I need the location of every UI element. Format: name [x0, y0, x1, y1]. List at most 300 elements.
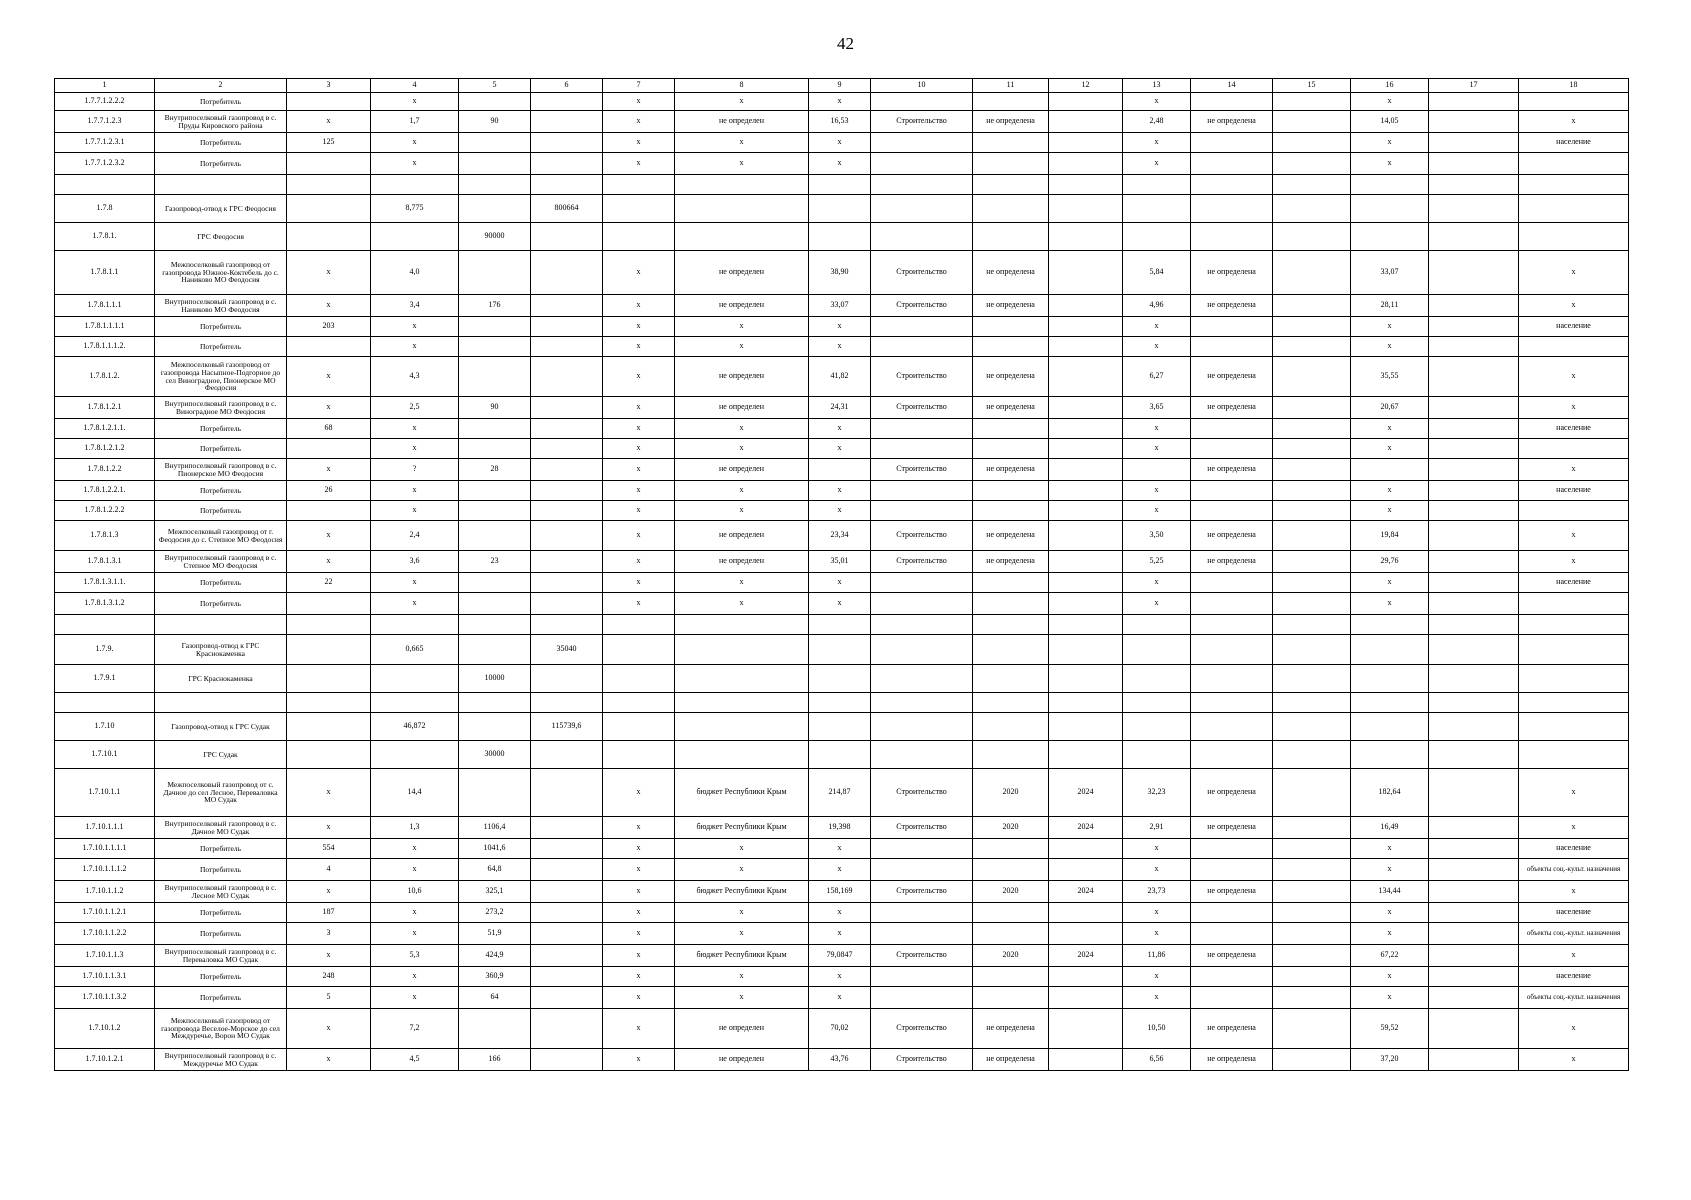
table-cell: объекты соц.-культ. назначения [1519, 923, 1629, 945]
table-cell: Газопровод-отвод к ГРС Судак [155, 713, 287, 741]
table-cell [1123, 615, 1191, 635]
table-row [55, 693, 1629, 713]
table-cell [1049, 859, 1123, 881]
table-cell: x [809, 967, 871, 987]
table-cell: не определен [675, 357, 809, 397]
table-cell [1049, 93, 1123, 111]
table-cell: 554 [287, 839, 371, 859]
table-cell: 70,02 [809, 1009, 871, 1049]
table-cell: не определена [973, 1049, 1049, 1071]
table-cell [531, 593, 603, 615]
table-cell [1273, 133, 1351, 153]
table-cell [531, 501, 603, 521]
table-cell: Потребитель [155, 93, 287, 111]
table-cell: 325,1 [459, 881, 531, 903]
table-cell: Внутрипоселковый газопровод в с. Переваловка МО Судак [155, 945, 287, 967]
table-cell: x [809, 439, 871, 459]
table-cell: x [1351, 501, 1429, 521]
table-cell: Внутрипоселковый газопровод в с. Пруды Кировского района [155, 111, 287, 133]
table-cell [531, 397, 603, 419]
table-cell: не определена [1191, 881, 1273, 903]
table-cell [531, 419, 603, 439]
table-cell: x [603, 337, 675, 357]
table-cell: x [603, 153, 675, 175]
table-cell [603, 195, 675, 223]
table-cell [531, 839, 603, 859]
table-cell [1429, 337, 1519, 357]
table-cell [675, 741, 809, 769]
table-cell: 68 [287, 419, 371, 439]
table-cell [1273, 481, 1351, 501]
table-cell: x [1519, 551, 1629, 573]
table-cell [871, 153, 973, 175]
table-cell: 1.7.8.1.3.1.2 [55, 593, 155, 615]
table-cell [459, 439, 531, 459]
table-cell [287, 665, 371, 693]
table-cell: x [1519, 1009, 1629, 1049]
table-cell [1351, 635, 1429, 665]
table-cell: x [371, 903, 459, 923]
table-cell [1273, 903, 1351, 923]
table-cell: x [1351, 839, 1429, 859]
table-cell: Внутрипоселковый газопровод в с. Виноградное МО Феодосия [155, 397, 287, 419]
table-cell: x [371, 153, 459, 175]
table-cell [1049, 357, 1123, 397]
table-row [55, 295, 1629, 317]
table-cell: 1.7.8.1.1.1 [55, 295, 155, 317]
table-cell: x [1123, 903, 1191, 923]
table-cell: x [1123, 573, 1191, 593]
column-number-row [55, 79, 1629, 93]
table-cell [459, 175, 531, 195]
table-cell [155, 175, 287, 195]
table-cell: 1.7.10.1.1.2.1 [55, 903, 155, 923]
table-cell [1049, 337, 1123, 357]
table-cell [1273, 615, 1351, 635]
table-cell [531, 859, 603, 881]
table-cell: x [371, 573, 459, 593]
table-cell [1273, 923, 1351, 945]
table-cell [531, 337, 603, 357]
table-cell [603, 615, 675, 635]
table-cell: 125 [287, 133, 371, 153]
table-cell: 1041,6 [459, 839, 531, 859]
table-cell: x [371, 481, 459, 501]
table-cell: x [1123, 481, 1191, 501]
table-cell [1273, 713, 1351, 741]
table-cell: 158,169 [809, 881, 871, 903]
table-cell: x [603, 93, 675, 111]
table-cell: 1.7.8.1.1.1.2. [55, 337, 155, 357]
table-cell: бюджет Республики Крым [675, 881, 809, 903]
table-cell: Строительство [871, 551, 973, 573]
table-cell: объекты соц.-культ. назначения [1519, 987, 1629, 1009]
table-cell [1191, 615, 1273, 635]
table-cell [1191, 501, 1273, 521]
table-cell [871, 839, 973, 859]
column-number: 17 [1429, 79, 1519, 93]
table-cell: Газопровод-отвод к ГРС Феодосия [155, 195, 287, 223]
table-cell: 1.7.8.1.2.2.1. [55, 481, 155, 501]
table-cell [871, 635, 973, 665]
table-cell [1049, 593, 1123, 615]
table-cell: не определена [973, 111, 1049, 133]
table-cell: x [675, 337, 809, 357]
table-cell [1429, 769, 1519, 817]
table-cell [603, 665, 675, 693]
table-cell: Внутрипоселковый газопровод в с. Пионерское МО Феодосия [155, 459, 287, 481]
table-cell [1273, 987, 1351, 1009]
table-cell [531, 923, 603, 945]
table-cell: Потребитель [155, 923, 287, 945]
table-cell [1429, 93, 1519, 111]
table-cell [871, 987, 973, 1009]
table-cell: x [371, 419, 459, 439]
table-cell [459, 195, 531, 223]
table-cell [871, 133, 973, 153]
table-cell: Строительство [871, 521, 973, 551]
table-cell: x [675, 593, 809, 615]
table-cell [1429, 741, 1519, 769]
table-cell: x [809, 153, 871, 175]
table-row [55, 967, 1629, 987]
table-row [55, 439, 1629, 459]
table-cell [1429, 1009, 1519, 1049]
table-cell: Потребитель [155, 593, 287, 615]
table-cell: 1.7.8.1.3.1.1. [55, 573, 155, 593]
table-cell [1049, 839, 1123, 859]
table-cell [287, 337, 371, 357]
table-cell: не определена [973, 357, 1049, 397]
table-cell: не определен [675, 295, 809, 317]
table-cell: 3,50 [1123, 521, 1191, 551]
table-cell: x [1351, 419, 1429, 439]
table-cell: население [1519, 967, 1629, 987]
table-cell [1273, 223, 1351, 251]
table-cell [371, 175, 459, 195]
table-cell: не определена [973, 521, 1049, 551]
table-cell: 1.7.8.1.2.1.2 [55, 439, 155, 459]
table-row [55, 459, 1629, 481]
table-cell [1519, 665, 1629, 693]
table-cell: не определена [1191, 945, 1273, 967]
table-cell [1123, 635, 1191, 665]
table-cell: x [675, 967, 809, 987]
table-cell: x [809, 337, 871, 357]
table-cell: Строительство [871, 945, 973, 967]
table-cell: 37,20 [1351, 1049, 1429, 1071]
table-cell [1429, 521, 1519, 551]
table-cell [459, 153, 531, 175]
table-cell: 182,64 [1351, 769, 1429, 817]
table-cell [531, 459, 603, 481]
table-cell: 1,7 [371, 111, 459, 133]
table-cell: 2020 [973, 945, 1049, 967]
table-cell [531, 817, 603, 839]
table-cell [1273, 551, 1351, 573]
table-cell: x [809, 501, 871, 521]
table-cell: не определена [1191, 459, 1273, 481]
table-cell: 5,3 [371, 945, 459, 967]
table-cell [1351, 693, 1429, 713]
table-cell [1273, 859, 1351, 881]
table-cell: 2020 [973, 769, 1049, 817]
table-cell [1273, 817, 1351, 839]
table-cell: Внутрипоселковый газопровод в с. Дачное МО Судак [155, 817, 287, 839]
table-cell: x [371, 337, 459, 357]
table-cell [1519, 635, 1629, 665]
table-cell [1519, 337, 1629, 357]
table-cell: 90 [459, 111, 531, 133]
table-cell [1123, 741, 1191, 769]
table-cell: x [603, 1009, 675, 1049]
table-cell [531, 317, 603, 337]
table-cell [1429, 551, 1519, 573]
table-cell [603, 713, 675, 741]
table-cell [459, 93, 531, 111]
table-cell [531, 1049, 603, 1071]
table-cell [1273, 501, 1351, 521]
table-cell: 1.7.8.1.1.1.1 [55, 317, 155, 337]
table-cell: не определен [675, 397, 809, 419]
table-cell: x [1123, 419, 1191, 439]
column-number: 4 [371, 79, 459, 93]
table-cell: 41,82 [809, 357, 871, 397]
table-cell: 19,398 [809, 817, 871, 839]
table-cell [1273, 593, 1351, 615]
table-cell [459, 501, 531, 521]
table-cell: не определена [1191, 521, 1273, 551]
table-cell: x [809, 481, 871, 501]
table-cell: 20,67 [1351, 397, 1429, 419]
table-cell [531, 741, 603, 769]
column-number: 7 [603, 79, 675, 93]
table-cell: население [1519, 481, 1629, 501]
table-cell [531, 175, 603, 195]
table-cell: 51,9 [459, 923, 531, 945]
table-row [55, 317, 1629, 337]
table-cell [459, 573, 531, 593]
table-row [55, 741, 1629, 769]
table-row [55, 501, 1629, 521]
table-cell: не определена [973, 459, 1049, 481]
table-cell: x [287, 817, 371, 839]
table-cell [531, 481, 603, 501]
table-cell: x [809, 987, 871, 1009]
table-cell: x [1123, 859, 1191, 881]
table-cell [459, 615, 531, 635]
table-cell: Строительство [871, 1009, 973, 1049]
table-cell: не определена [973, 251, 1049, 295]
table-cell [371, 741, 459, 769]
table-cell: 2,5 [371, 397, 459, 419]
table-cell: 1.7.10.1 [55, 741, 155, 769]
table-cell: x [1519, 295, 1629, 317]
table-cell [1191, 153, 1273, 175]
table-cell: x [603, 501, 675, 521]
table-cell: x [1519, 521, 1629, 551]
table-cell: население [1519, 419, 1629, 439]
table-cell [371, 693, 459, 713]
table-cell [287, 693, 371, 713]
table-cell: 1.7.7.1.2.3.2 [55, 153, 155, 175]
table-cell: 2024 [1049, 881, 1123, 903]
table-cell: 8,775 [371, 195, 459, 223]
table-cell: ГРС Феодосия [155, 223, 287, 251]
table-cell: 203 [287, 317, 371, 337]
table-row [55, 665, 1629, 693]
table-cell [1351, 713, 1429, 741]
table-cell: 10000 [459, 665, 531, 693]
table-cell: x [809, 859, 871, 881]
table-cell: 90000 [459, 223, 531, 251]
table-cell: 1.7.8.1.2.1.1. [55, 419, 155, 439]
table-cell: x [603, 419, 675, 439]
table-cell [973, 317, 1049, 337]
table-cell [531, 439, 603, 459]
table-cell [1273, 881, 1351, 903]
column-number: 16 [1351, 79, 1429, 93]
table-cell [1191, 481, 1273, 501]
table-cell [871, 501, 973, 521]
table-row [55, 945, 1629, 967]
table-cell [1429, 153, 1519, 175]
table-cell: 67,22 [1351, 945, 1429, 967]
table-cell [1429, 357, 1519, 397]
table-cell [1273, 693, 1351, 713]
table-cell: 6,27 [1123, 357, 1191, 397]
table-cell [809, 459, 871, 481]
table-cell [973, 175, 1049, 195]
table-cell [675, 665, 809, 693]
table-cell [1191, 223, 1273, 251]
table-cell [1191, 573, 1273, 593]
table-cell: x [603, 459, 675, 481]
table-cell: x [1351, 923, 1429, 945]
table-cell [1191, 859, 1273, 881]
table-cell [1429, 987, 1519, 1009]
table-row [55, 93, 1629, 111]
table-cell [1049, 923, 1123, 945]
table-cell [1049, 397, 1123, 419]
column-number: 15 [1273, 79, 1351, 93]
table-cell: x [1519, 817, 1629, 839]
table-row [55, 615, 1629, 635]
table-cell: x [1519, 945, 1629, 967]
table-row [55, 769, 1629, 817]
table-cell: 1.7.8.1.2. [55, 357, 155, 397]
table-cell: Межпоселковый газопровод от газопровода Насыпное-Подгорное до сел Виноградное, Пионерское МО Феодосия [155, 357, 287, 397]
table-cell: не определен [675, 551, 809, 573]
table-cell: 1.7.7.1.2.2.2 [55, 93, 155, 111]
table-cell [973, 665, 1049, 693]
table-row [55, 1009, 1629, 1049]
table-cell: Строительство [871, 295, 973, 317]
table-cell [1519, 615, 1629, 635]
table-cell: 1.7.9.1 [55, 665, 155, 693]
table-cell: x [1123, 317, 1191, 337]
table-cell [531, 769, 603, 817]
table-cell [1273, 357, 1351, 397]
table-cell [675, 713, 809, 741]
table-row [55, 419, 1629, 439]
table-cell: x [1123, 987, 1191, 1009]
table-cell: x [371, 133, 459, 153]
table-cell: x [287, 945, 371, 967]
table-cell: 4,0 [371, 251, 459, 295]
table-row [55, 573, 1629, 593]
table-cell [287, 501, 371, 521]
table-cell: x [1519, 111, 1629, 133]
table-cell: 10,50 [1123, 1009, 1191, 1049]
table-cell: x [675, 573, 809, 593]
table-cell: 1.7.10.1.2 [55, 1009, 155, 1049]
table-cell [1049, 1049, 1123, 1071]
table-cell [371, 665, 459, 693]
table-cell: не определена [973, 1009, 1049, 1049]
table-cell [1429, 175, 1519, 195]
table-cell [459, 593, 531, 615]
table-cell [287, 195, 371, 223]
table-cell: не определен [675, 1049, 809, 1071]
table-cell: x [675, 133, 809, 153]
table-cell: x [1123, 337, 1191, 357]
table-cell [1273, 153, 1351, 175]
table-cell: не определена [973, 551, 1049, 573]
table-cell: x [287, 397, 371, 419]
table-row [55, 223, 1629, 251]
table-cell [1429, 481, 1519, 501]
table-cell [459, 357, 531, 397]
table-cell: 1.7.8.1. [55, 223, 155, 251]
table-cell: x [603, 987, 675, 1009]
table-cell [1273, 521, 1351, 551]
table-cell: x [675, 903, 809, 923]
table-cell [1123, 693, 1191, 713]
table-cell [809, 635, 871, 665]
table-cell [871, 175, 973, 195]
table-cell [1191, 337, 1273, 357]
table-cell [1429, 459, 1519, 481]
column-number: 12 [1049, 79, 1123, 93]
table-cell [1273, 967, 1351, 987]
table-cell: 1.7.10.1.1.2.2 [55, 923, 155, 945]
table-cell [1049, 615, 1123, 635]
table-cell [1273, 945, 1351, 967]
table-cell [675, 693, 809, 713]
table-cell: 14,05 [1351, 111, 1429, 133]
table-cell [1429, 635, 1519, 665]
table-cell [675, 635, 809, 665]
table-cell [973, 839, 1049, 859]
table-cell [531, 573, 603, 593]
table-cell: x [1351, 439, 1429, 459]
table-cell: x [603, 133, 675, 153]
table-cell: Межпоселковый газопровод от с. Дачное до сел Лесное, Переваловка МО Судак [155, 769, 287, 817]
table-cell: 214,87 [809, 769, 871, 817]
table-cell: 1.7.10.1.1.1.1 [55, 839, 155, 859]
table-cell [459, 769, 531, 817]
table-cell [531, 93, 603, 111]
table-cell: 24,31 [809, 397, 871, 419]
table-cell [1519, 693, 1629, 713]
table-cell [1429, 195, 1519, 223]
table-cell: ГРС Краснокаменка [155, 665, 287, 693]
table-cell: 5 [287, 987, 371, 1009]
table-cell: Строительство [871, 817, 973, 839]
table-row [55, 397, 1629, 419]
table-cell [973, 439, 1049, 459]
